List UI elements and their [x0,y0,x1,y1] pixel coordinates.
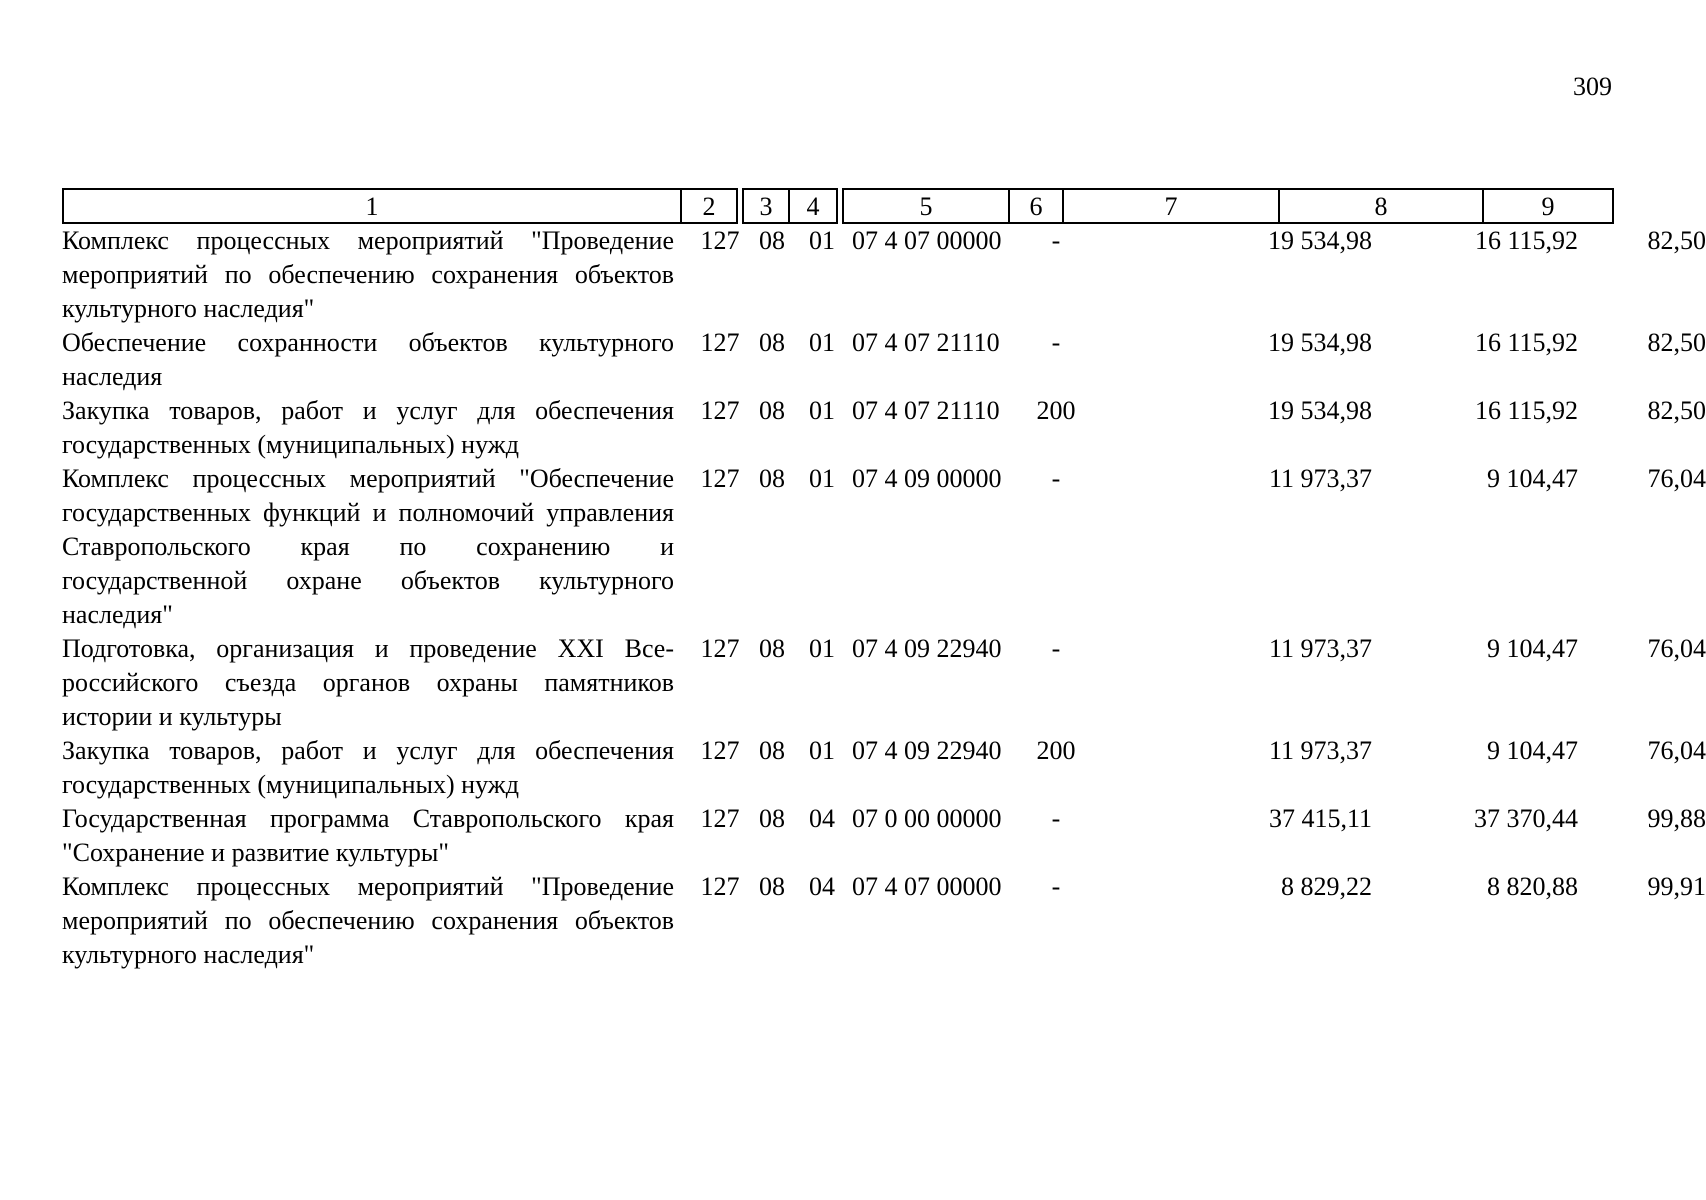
row-col-9: 99,88 [1647,804,1706,833]
row-col-8: 9 104,47 [1487,634,1578,663]
row-col-8: 16 115,92 [1474,396,1578,425]
row-col-8: 9 104,47 [1487,464,1578,493]
row-col-2: 127 [700,328,740,357]
table-row [62,462,1706,632]
row-col-7: 11 973,37 [1268,464,1372,493]
header-col-4: 4 [788,188,838,224]
row-description: Государственная программа Ставропольского края "Сохранение и развитие культуры" [62,804,674,867]
row-col-8: 37 370,44 [1474,804,1578,833]
row-col-9: 76,04 [1647,464,1706,493]
row-col-9: 76,04 [1647,736,1706,765]
row-col-5: 07 4 09 00000 [852,464,1002,493]
row-col-3: 08 [759,736,785,765]
page-number: 309 [1573,72,1612,101]
row-description: Закупка товаров, работ и услуг для обеспечения государственных (муниципальных) нужд [62,736,674,799]
row-col-2: 127 [700,396,740,425]
row-col-3: 08 [759,396,785,425]
row-col-2: 127 [700,804,740,833]
row-col-9: 82,50 [1647,328,1706,357]
row-col-7: 8 829,22 [1281,872,1372,901]
row-col-4: 01 [809,736,835,765]
row-col-6: - [1051,804,1061,833]
row-col-5: 07 4 09 22940 [852,736,1002,765]
table-header-row [62,188,1648,224]
header-col-8: 8 [1278,188,1484,224]
row-col-8: 16 115,92 [1474,328,1578,357]
row-col-9: 76,04 [1647,634,1706,663]
row-col-3: 08 [759,804,785,833]
header-col-6: 6 [1008,188,1064,224]
row-col-6: - [1051,328,1061,357]
row-col-2: 127 [700,634,740,663]
row-col-2: 127 [700,464,740,493]
row-col-8: 8 820,88 [1487,872,1578,901]
row-col-6: 200 [1036,736,1076,765]
row-col-6: 200 [1036,396,1076,425]
header-col-1: 1 [62,188,682,224]
row-col-3: 08 [759,872,785,901]
row-col-9: 82,50 [1647,226,1706,255]
row-col-3: 08 [759,634,785,663]
row-col-5: 07 4 07 21110 [852,328,1000,357]
row-description: Обеспечение сохранности объектов культурного наследия [62,328,674,391]
row-col-9: 99,91 [1647,872,1706,901]
table-row [62,734,1706,802]
row-col-7: 19 534,98 [1268,226,1372,255]
table-row [62,326,1706,394]
row-col-4: 01 [809,464,835,493]
row-col-6: - [1051,634,1061,663]
row-col-4: 04 [809,804,835,833]
table-row [62,632,1706,734]
row-col-9: 82,50 [1647,396,1706,425]
row-col-5: 07 4 07 00000 [852,226,1002,255]
table-row [62,802,1706,870]
row-description: Комплекс процессных мероприятий "Проведение мероприятий по обеспечению сохранения объектов культурного наследия" [62,872,674,969]
row-col-2: 127 [700,226,740,255]
table-row [62,870,1706,972]
row-col-4: 01 [809,328,835,357]
row-col-3: 08 [759,328,785,357]
row-col-8: 16 115,92 [1474,226,1578,255]
row-col-8: 9 104,47 [1487,736,1578,765]
row-description: Комплекс процессных мероприятий "Обеспечение государственных функций и полномочий управления Ставропольского края по сохранению и государственной охране объектов культурного наследия" [62,464,674,629]
row-col-6: - [1051,464,1061,493]
row-col-5: 07 4 09 22940 [852,634,1002,663]
row-col-5: 07 4 07 00000 [852,872,1002,901]
row-col-2: 127 [700,736,740,765]
row-col-7: 37 415,11 [1268,804,1372,833]
row-col-4: 04 [809,872,835,901]
row-col-4: 01 [809,226,835,255]
row-description: Подготовка, организация и проведение XXI Все-российского съезда органов охраны памятников истории и культуры [62,634,674,731]
row-col-2: 127 [700,872,740,901]
row-col-6: - [1051,872,1061,901]
row-col-6: - [1051,226,1061,255]
header-col-5: 5 [842,188,1010,224]
row-col-4: 01 [809,634,835,663]
header-col-3: 3 [742,188,790,224]
row-col-3: 08 [759,226,785,255]
table-row [62,224,1706,326]
row-description: Закупка товаров, работ и услуг для обеспечения государственных (муниципальных) нужд [62,396,674,459]
row-col-5: 07 0 00 00000 [852,804,1002,833]
table-row [62,394,1706,462]
row-col-7: 11 973,37 [1268,634,1372,663]
row-col-7: 19 534,98 [1268,328,1372,357]
row-col-4: 01 [809,396,835,425]
header-col-9: 9 [1482,188,1614,224]
row-col-3: 08 [759,464,785,493]
header-col-7: 7 [1062,188,1280,224]
header-col-2: 2 [680,188,738,224]
row-description: Комплекс процессных мероприятий "Проведение мероприятий по обеспечению сохранения объектов культурного наследия" [62,226,674,323]
budget-table [62,188,1706,972]
row-col-7: 19 534,98 [1268,396,1372,425]
row-col-7: 11 973,37 [1268,736,1372,765]
row-col-5: 07 4 07 21110 [852,396,1000,425]
